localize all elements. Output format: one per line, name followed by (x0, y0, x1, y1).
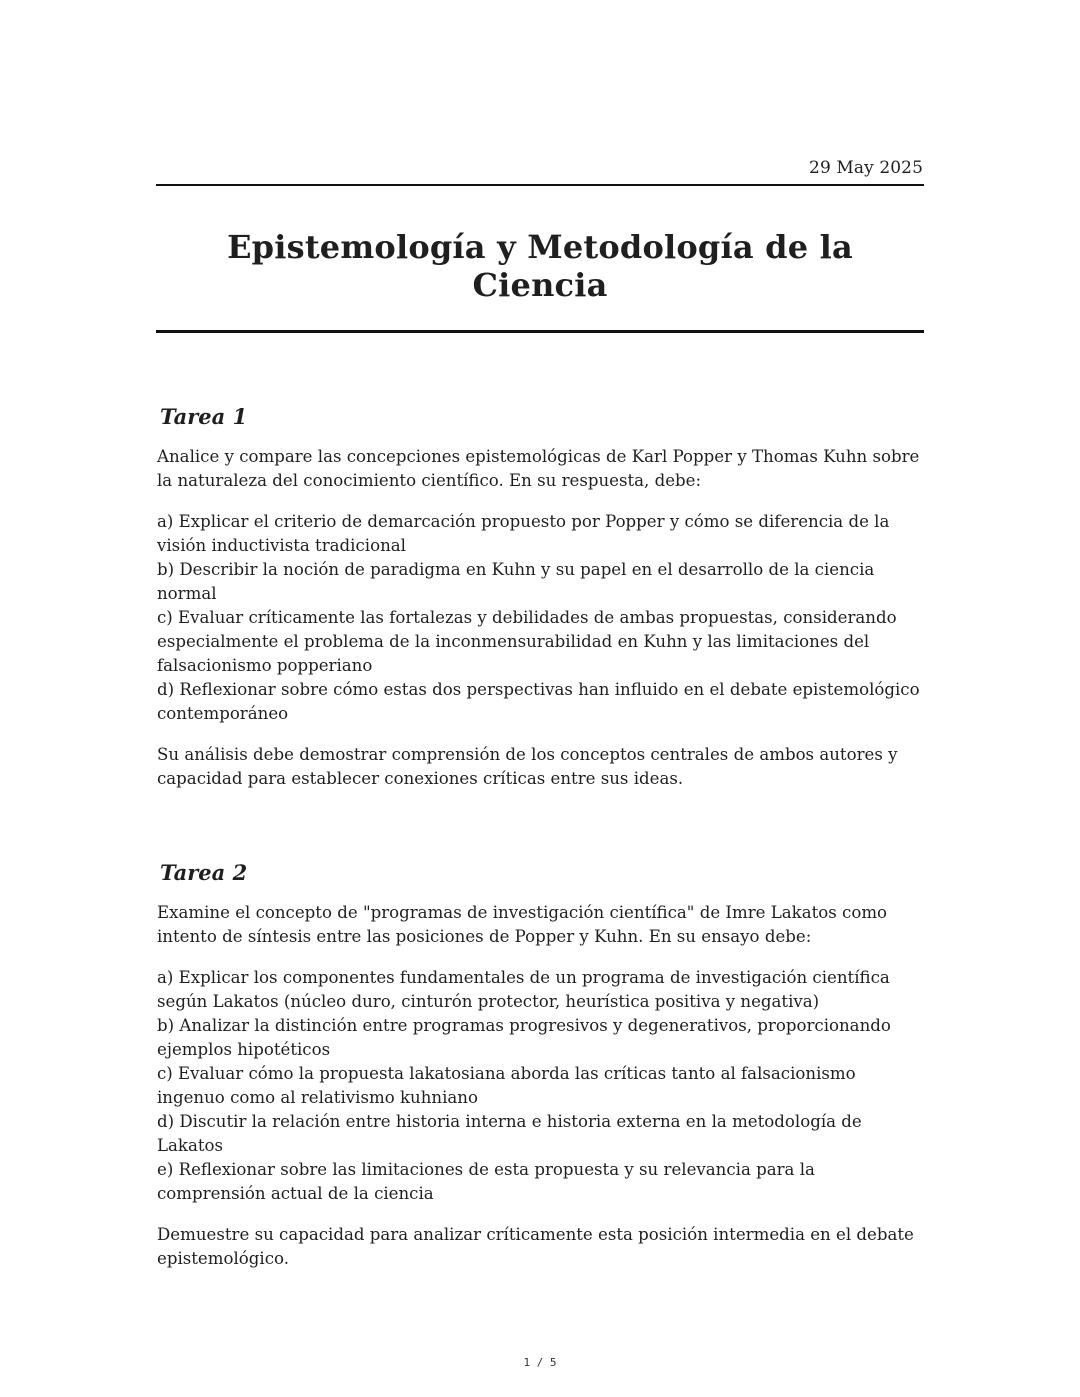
task-closing: Demuestre su capacidad para analizar críticamente esta posición intermedia en el debate epistemológico. (157, 1225, 914, 1268)
document-date: 29 May 2025 (809, 158, 923, 178)
header-bottom-rule (156, 330, 924, 333)
task-item-list (157, 966, 927, 1206)
document-title: Epistemología y Metodología de la Ciencia (227, 228, 853, 304)
task-item: a) Explicar el criterio de demarcación propuesto por Popper y cómo se diferencia de la visión inductivista tradicional (157, 512, 890, 555)
header-top-rule (156, 184, 924, 186)
task-section-2 (157, 860, 927, 1271)
task-item-list (157, 510, 927, 726)
task-closing: Su análisis debe demostrar comprensión de los conceptos centrales de ambos autores y capacidad para establecer conexiones críticas entre sus ideas. (157, 745, 898, 788)
task-heading: Tarea 1 (160, 404, 248, 429)
task-item: c) Evaluar críticamente las fortalezas y debilidades de ambas propuestas, considerando especialmente el problema de la inconmensurabilidad en Kuhn y las limitaciones del falsacionismo popperiano (157, 608, 897, 675)
task-section-1 (157, 404, 927, 791)
task-item: e) Reflexionar sobre las limitaciones de esta propuesta y su relevancia para la comprensión actual de la ciencia (157, 1160, 815, 1203)
page-number: 1 / 5 (523, 1356, 557, 1369)
task-item: a) Explicar los componentes fundamentales de un programa de investigación científica según Lakatos (núcleo duro, cinturón protector, heurística positiva y negativa) (157, 968, 890, 1011)
task-item: b) Analizar la distinción entre programas progresivos y degenerativos, proporcionando ejemplos hipotéticos (157, 1016, 891, 1059)
task-item: d) Reflexionar sobre cómo estas dos perspectivas han influido en el debate epistemológico contemporáneo (157, 680, 920, 723)
task-heading: Tarea 2 (160, 860, 248, 885)
task-item: c) Evaluar cómo la propuesta lakatosiana aborda las críticas tanto al falsacionismo ingenuo como al relativismo kuhniano (157, 1064, 856, 1107)
task-intro: Analice y compare las concepciones epistemológicas de Karl Popper y Thomas Kuhn sobre la naturaleza del conocimiento científico. En su respuesta, debe: (157, 447, 920, 490)
task-item: d) Discutir la relación entre historia interna e historia externa en la metodología de Lakatos (157, 1112, 862, 1155)
task-intro: Examine el concepto de "programas de investigación científica" de Imre Lakatos como intento de síntesis entre las posiciones de Popper y Kuhn. En su ensayo debe: (157, 903, 888, 946)
task-item: b) Describir la noción de paradigma en Kuhn y su papel en el desarrollo de la ciencia normal (157, 560, 875, 603)
